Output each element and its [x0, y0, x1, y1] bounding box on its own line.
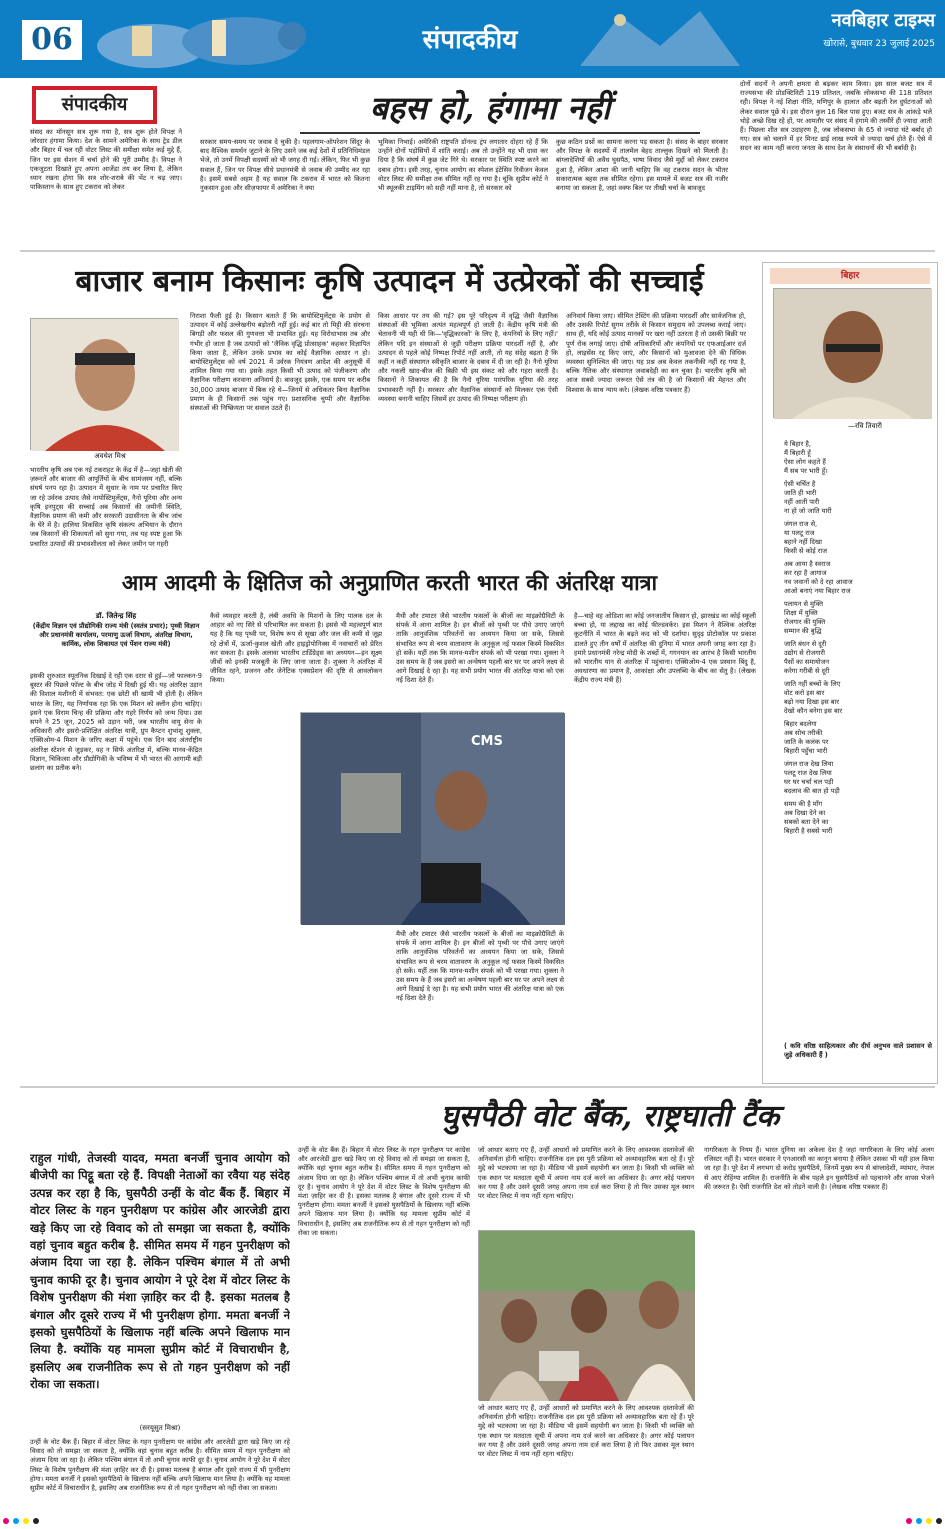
poem-line: मैं बिहारी हूँ	[784, 449, 811, 457]
space-col-4: है—चाहे वह ओडिशा का कोई जनजातीय किसान हो, झारखंड का कोई स्कूली बच्चा हो, या लद्दाख का कोई फील्डवर्कर। इस मिशन ने वैश्विक अंतरिक्ष कूटनीति में भारत के बढ़ते कद को भी दर्शाया। सुदृढ़ प्रोटोकॉल पर प्रकाश डालते हुए तीन वर्षों में अंतरिक्ष की दुनिया में भारत अपनी जगह बना रहा है। हमारे प्रधानमंत्री नरेन्द्र मोदी के शब्दों में, गगनयान का आरंभ है किसी भारतीय को भारतीय यान से अंतरिक्ष में पहुंचाना। एक्सिओम-4 एक प्रस्थान बिंदु है, अवधारणा का प्रमाण है, आकांक्षा और उपलब्धि के बीच का सेतु है। (लेखक केंद्रीय राज्य मंत्री हैं)	[574, 612, 756, 685]
poem-line: कर रहा है आगाज	[784, 569, 827, 577]
space-col-1: इसकी शुरुआत स्पूतनिक दिखाई दे रही एक दरार से हुई—जो फाल्कन-9 बूस्टर की पिछले फॉल्ट के बीच जोड़ में दिखी हुई थी। यह अंतरिक्ष उड़ान की विशाल मशीनरी में संभवत: एक छोटी सी खामी भी होती है। लेकिन भारत के लिए, यह निर्णायक रहा कि एक मिशन को क्लीन होना चाहिए। इसने एक विराम चिन्ह की प्रक्रिया और गहरे निर्णय को जन्म दिया। उस सपने ने 25 जून, 2025 को उड़ान भरी, जब भारतीय वायु सेना के अधिकारी और इसरो-प्रशिक्षित अंतरिक्ष यात्री, ग्रुप कैप्टन शुभांशु शुक्ला, एक्सिओम-4 मिशन के जरिए कक्षा में पहुंचे। एक दिन बाद अंतर्राष्ट्रीय अंतरिक्ष स्टेशन से जुड़कर, वह न सिर्फ अंतरिक्ष में, बल्कि मानव-केंद्रित विज्ञान, चिकित्सा और प्रौद्योगिकी के भविष्य में भी भारत की आगामी बड़ी छलांग का प्रतीक बने।	[30, 672, 202, 773]
editorial-headline-underline	[300, 132, 700, 134]
divider	[20, 250, 935, 252]
poem-line: जाति ही भारी	[784, 489, 817, 497]
poem-line: देखो कौन बनेगा इस बार	[784, 707, 843, 715]
editorial-label: संपादकीय	[32, 86, 157, 124]
astronaut-photo	[300, 712, 564, 924]
voter-queue-photo	[478, 1230, 694, 1400]
poem-line: समय की है माँग	[784, 800, 823, 808]
poem-line: किसी से कोई राज	[784, 547, 827, 555]
editorial-col-5: दोनों सदनों ने अपनी क्षमता से बढ़कर काम किया। इस साल बजट सत्र में राज्यसभा की प्रोडक्टिविटी 119 प्रतिशत, जबकि लोकसभा की 118 प्रतिशत रही। विपक्ष ने नई शिक्षा नीति, मणिपुर के हालात और बढ़ती रेल दुर्घटनाओं को लेकर सवाल पूछे थे। इस दौरान कुल 16 बिल पास हुए। बजट सत्र के आंकड़े भले थोड़े अच्छे दिख रहे हों, पर आमतौर पर संसद में हंगामे की तस्वीरें ही ज्यादा आती हैं। पिछला शीत सत्र उदाहरण है, जब लोकसभा के 65 से ज्यादा घंटे बर्बाद हो गए। सत्र को चलाने में हर मिनट ढाई लाख रुपये से ज्यादा खर्च होते हैं। ऐसे में सदन का काम नहीं करना जनता के साथ देश के संसाधनों की भी बर्बादी है।	[740, 80, 932, 153]
section-title: संपादकीय	[422, 25, 518, 55]
divider	[20, 1086, 935, 1088]
vote-headline: घुसपैठी वोट बैंक, राष्ट्रघाती टैंक	[440, 1099, 780, 1134]
poem-line: पलटू राज देख लिया	[784, 769, 832, 777]
poem-line: ऐसी चर्चित है	[784, 480, 816, 488]
agri-headline: बाजार बनाम किसानः कृषि उत्पादन में उत्प्रेरकों की सच्चाई	[75, 264, 704, 299]
poem-line: बिहारी पहुँचा भारी	[784, 747, 828, 755]
space-col-2: कैसे व्यवहार करती है, लंबी अवधि के मिशनों के लिए पालक दल के आहार को नए सिरे से परिभाषित कर सकता है। इससे भी महत्वपूर्ण बात यह है कि यह पृथ्वी पर, विशेष रूप से सूखा और जल की कमी से जूझ रहे क्षेत्रों में, ऊर्जा-कुशल खेती और हाइड्रोपोनिक्स में नवाचारों को प्रेरित कर सकता है। इसके अलावा भारतीय टार्डिग्रेड्स का अध्ययन—इन सूक्ष्म जीवों को इनकी मजबूती के लिए जाना जाता है। शुक्ला ने अंतरिक्ष में जीवित रहने, प्रजनन और जेनेटिक एक्सप्रेशन की दृष्टि से आवलोकन किया।	[210, 612, 382, 685]
poem-line: जाति नहीं बच्चों के लिए	[784, 680, 841, 688]
agri-col-4: अनिवार्य किया जाए। सीमित टेस्टिंग की प्रक्रिया पारदर्शी और सार्वजनिक हो, और उसकी रिपोर्ट सुगम तरीके से किसान समुदाय को उपलब्ध कराई जाए। साथ ही, यदि कोई उत्पाद मानकों पर खरा नहीं उतरता है तो उसकी बिक्री पर पूर्ण रोक लगाई जाए। दोषी अधिकारियों और कंपनियों पर एफआईआर दर्ज हो, लाइसेंस रद्द किए जाएं, और किसानों को मुआवजा देने की विधिक व्यवस्था सुनिश्चित की जाए। यह प्रश्न अब केवल तकनीकी नहीं रह गया है, बल्कि नैतिक और संस्थागत जवाबदेही का बन चुका है। भारतीय कृषि को आज सबसे ज्यादा जरूरत ऐसे तंत्र की है जो किसानों की मेहनत और विश्वास के साथ न्याय करे। (लेखक वरिष्ठ पत्रकार हैं)	[566, 312, 746, 394]
vote-col-1: उन्हीं के वोट बैंक हैं। बिहार में वोटर लिस्ट के गहन पुनरीक्षण पर कांग्रेस और आरजेडी द्वारा खड़े किए जा रहे विवाद को तो समझा जा सकता है, क्योंकि वहां चुनाव बहुत करीब है। सीमित समय में गहन पुनरीक्षण को अंजाम दिया जा रहा है। लेकिन पश्चिम बंगाल में तो अभी चुनाव काफी दूर है। चुनाव आयोग ने पूरे देश में वोटर लिस्ट के विशेष पुनरीक्षण की मंशा ज़ाहिर कर दी है। इसका मतलब है बंगाल और दूसरे राज्य में भी पुनरीक्षण होगा। ममता बनर्जी ने इसको घुसपैठियों के खिलाफ नहीं बल्कि अपने खिलाफ मान लिया है। क्योंकि यह मामला सुप्रीम कोर्ट में विचाराधीन है, इसलिए अब राजनीतिक रूप से तो गहन पुनरीक्षण को नहीं रोका जा सकता।	[30, 1438, 290, 1493]
poem-line: जाति बंधन से दूरी	[784, 640, 827, 648]
poem-line: रोजगार की युक्ति	[784, 618, 826, 626]
poem-line: बदलाव की बात हो पड़ी	[784, 787, 840, 795]
poem-line: करेगा गरीबी से दूरी	[784, 667, 830, 675]
vote-col-3: जो आधार बताए गए हैं, उन्हीं आधारों को प्रमाणित करने के लिए आवश्यक दस्तावेजों की अनिवार्यता होनी चाहिए। राजनीतिक दल इस पूरी प्रक्रिया को अव्यावहारिक बता रहे हैं। पूरे मुद्दे को भटकाया जा रहा है। मीडिया भी इसमें सहयोगी बन जाता है। किसी भी व्यक्ति को एक स्थान पर मतदाता सूची में अपना नाम दर्ज करने का अधिकार है। अगर कोई पलायन कर गया है और उसने दूसरी जगह अपना नाम दर्ज करा लिया है तो फिर उसका मूल स्थान पर वोटर लिस्ट में नाम नहीं रहना चाहिए।	[478, 1146, 694, 1201]
space-author: डॉ. जितेन्द्र सिंह	[95, 612, 137, 620]
poem-line: सबको बता देने का	[784, 818, 829, 826]
poem-line: जंगल राज से,	[784, 520, 818, 528]
color-registration-strip	[0, 1510, 945, 1518]
poem-line: पैसों का समायोजन	[784, 658, 830, 666]
poem-line: जाति के कलंक पर	[784, 738, 829, 746]
editorial-col-1: संसद का मॉनसून सत्र शुरू गया है, सत्र शुरू होते विपक्ष ने जोरदार हंगामा किया। देश के सामने अमेरिका के साथ ट्रेड डील और बिहार में चल रही वोटर लिस्ट की समीक्षा समेत कई मुद्दे हैं, जिन पर इस सेशन में चर्चा होने की पूरी उम्मीद है। विपक्ष ने एकजुटता दिखाते हुए अपना आजेंडा तय कर लिया है, लेकिन ध्यान रखना होगा कि सत्र शोर-शराबे की भेंट न चढ़ जाए। पाकिस्तान के साथ हुए टकराव को लेकर	[30, 128, 182, 192]
poem-line: शिक्षा में युक्ति	[784, 609, 818, 617]
poem-line: सम्मान की बुद्धि	[784, 627, 822, 635]
agri-col-3: किस आधार पर तय की गई? इस पूरे परिदृश्य में वृद्धि जैसी वैज्ञानिक संस्थाओं की भूमिका अत्यंत महत्वपूर्ण हो जाती है। केंद्रीय कृषि मंत्री की चेतावनी भी यही थी कि—'वृद्धिकारकों' के लिए है, कंपनियों के लिए नहीं।' लेकिन यदि इन संस्थाओं से जुड़ी परीक्षण प्रक्रिया पारदर्शी नहीं है, और उत्पादन से पहले कोई निष्पक्ष रिपोर्ट नहीं आती, तो यह संदेह बढ़ता है कि कहीं न कहीं संस्थागत स्वीकृति बाजार के दबाव में दी जा रही है। नैनो यूरिया और नकली खाद-बीज की बिक्री भी इस संकट को और गहरा करती है। किसानों ने शिकायत की है कि नैनो यूरिया पारंपरिक यूरिया की तरह प्रभावकारी नहीं है। सरकार और वैज्ञानिक संस्थानों को मिलकर एक ऐसी व्यवस्था बनानी चाहिए जिसमें हर उत्पाद की निष्पक्ष परीक्षण हो।	[378, 312, 558, 403]
poem-line: पलायन से मुक्ति	[784, 600, 823, 608]
space-author-desc: (केंद्रीय विज्ञान एवं प्रौद्योगिकी राज्य मंत्री (स्वतंत्र प्रभार); पृथ्वी विज्ञान और प्रधानमंत्री कार्यालय, परमाणु ऊर्जा विभाग, अंतरिक्ष विभाग, कार्मिक, लोक शिकायत एवं पेंशन राज्य मंत्री)	[32, 622, 200, 649]
space-col-3b: मैथी और टमाटर जैसे भारतीय फसलों के बीजों का माइक्रोग्रैविटी के संपर्क में आना शामिल है। इन बीजों को पृथ्वी पर पौधे उगाए जाएंगे ताकि आनुवंशिक परिवर्तनों का अध्ययन किया जा सके, जिससे संभावित रूप से चरम वातावरण के अनुकूल नई फसल किस्में विकसित हो सकें। यहीं तक कि मानव-मशीन संपर्क को भी परखा गया। शुक्ला ने उस समय के हैं जब इसरो का अन्वेषण पहली बार घर पर अपने लक्ष्य से आगे दिखाई दे रहा है। यह सभी प्रयोग भारत की अंतरिक्ष यात्रा को एक नई दिशा देते हैं।	[396, 930, 564, 1003]
poem-line: ये बिहार है,	[784, 440, 811, 448]
poem-body	[784, 440, 932, 980]
poem-line: ऐसा लोग कहते हैं	[784, 458, 826, 466]
agri-author: अवधेश मिश्र	[94, 452, 126, 460]
space-headline: आम आदमी के क्षितिज को अनुप्राणित करती भारत की अंतरिक्ष यात्रा	[121, 571, 658, 596]
poem-line: आओ बनाएं नया बिहार राज	[784, 587, 851, 595]
poet-photo	[773, 288, 931, 418]
vote-col-2: उन्हीं के वोट बैंक हैं। बिहार में वोटर लिस्ट के गहन पुनरीक्षण पर कांग्रेस और आरजेडी द्वारा खड़े किए जा रहे विवाद को तो समझा जा सकता है, क्योंकि वहां चुनाव बहुत करीब है। सीमित समय में गहन पुनरीक्षण को अंजाम दिया जा रहा है। लेकिन पश्चिम बंगाल में तो अभी चुनाव काफी दूर है। चुनाव आयोग ने पूरे देश में वोटर लिस्ट के विशेष पुनरीक्षण की मंशा ज़ाहिर कर दी है। इसका मतलब है बंगाल और दूसरे राज्य में भी पुनरीक्षण होगा। ममता बनर्जी ने इसको घुसपैठियों के खिलाफ नहीं बल्कि अपने खिलाफ मान लिया है। क्योंकि यह मामला सुप्रीम कोर्ट में विचाराधीन है, इसलिए अब राजनीतिक रूप से तो गहन पुनरीक्षण को नहीं रोका जा सकता।	[298, 1146, 470, 1237]
poem-line: या पलटू राज	[784, 529, 815, 537]
author-photo-agri	[30, 318, 178, 450]
poem-line: नव जवानों को दे रहा आवाज	[784, 578, 853, 586]
poem-line: बहाने नहीं दिखा	[784, 538, 823, 546]
poem-line: अब सोच तरीकी	[784, 729, 823, 737]
poem-line: मैं सब पर भारी हूँ।	[784, 467, 828, 475]
poem-line: उद्योग से रोजगारी	[784, 649, 825, 657]
paper-name: नवबिहार टाइम्स	[831, 10, 935, 31]
editorial-col-4: कुछ कठिन प्रश्नों का सामना करना पड़ सकता है। संसद के बाहर सरकार और विपक्ष के सदस्यों में तालमेल बेहद ताल्लुक दिखने को मिलती है। बांग्लादेशियों की अवैध घुसपैठ, भाषा विवाद जैसे मुद्दों को लेकर टकराव हुआ है, लेकिन आशा की जानी चाहिए कि वह टकराव सदन के भीतर सकारात्मक बहस तक सीमित रहेगा। इस मामले में बजट सत्र की नजीर बनाया जा सकता है, जहां वक्फ बिल पर तीखी चर्चा के बावजूद	[556, 138, 728, 193]
poem-credit: —रवि तिवारी	[848, 422, 882, 430]
masthead-art	[92, 6, 332, 72]
date-line: खोरासे, बुधवार 23 जुलाई 2025	[823, 39, 935, 49]
poem-line: अब दिखा देने का	[784, 809, 826, 817]
poem-footer: ( कवि वरिष्ठ साहित्यकार और दीर्घ अनुभव वाले प्रशासन से जुड़े अधिकारी हैं )	[784, 1042, 932, 1060]
vote-author: (सरयूसुत मिश्रा)	[139, 1424, 181, 1432]
sidebar-label: बिहार	[770, 268, 930, 284]
space-col-3: मैथी और टमाटर जैसे भारतीय फसलों के बीजों का माइक्रोग्रैविटी के संपर्क में आना शामिल है। इन बीजों को पृथ्वी पर पौधे उगाए जाएंगे ताकि आनुवंशिक परिवर्तनों का अध्ययन किया जा सके, जिससे संभावित रूप से चरम वातावरण के अनुकूल नई फसल किस्में विकसित हो सकें। यहीं तक कि मानव-मशीन संपर्क को भी परखा गया। शुक्ला ने उस समय के हैं जब इसरो का अन्वेषण पहली बार घर पर अपने लक्ष्य से आगे दिखाई दे रहा है। यह सभी प्रयोग भारत की अंतरिक्ष यात्रा को एक नई दिशा देते हैं।	[396, 612, 564, 685]
poem-line: वोट करो इस बार	[784, 689, 825, 697]
page-number: 06	[22, 20, 82, 60]
agri-col-1: भारतीय कृषि अब एक नई टकराहट के केंद्र में है—जहां खेती की ज़रूरतें और बाजार की आपूर्तियों के बीच सामंजस्य नहीं, बल्कि संघर्ष पनप रहा है। उत्पादन में सुधार के नाम पर प्रचारित किए जा रहे उर्वरक उत्पाद जैसे नायोस्टिमुलेंट्स, नैनो यूरिया और अन्य कृषि इनपुट्स की सच्चाई अब किसानों की जमीनी स्थिति, वैज्ञानिक प्रमाण की कमी और सरकारी उदासीनता के बीच जांच के घेरे में है। हालिया विकसित कृषि संकल्प अभियान के दौरान जब किसानों की शिकायतों को सुना गया, तब यह स्पष्ट हुआ कि प्रचारित उत्पादों की प्रभावशीलता को लेकर जमीन पर गहरी	[30, 466, 182, 548]
poem-line: जंगल राज देख लिया	[784, 760, 834, 768]
vote-col-4: नागरिकता के नियम हैं। भारत दुनिया का अकेला देश है जहां नागरिकता के लिए कोई अलग रजिस्टर नहीं है। भारत सरकार ने एनआरसी का कानून बनाया है लेकिन उसका भी यही हाल किया जा रहा है। पूरे देश में लगभग दो करोड़ घुसपैठिये, जिनमें मुख्य रूप से बांग्लादेशी, म्यांमार, नेपाल से आए रोहिंग्या शामिल हैं। राजनीति के बीच पहले इन घुसपैठियों को पहचानने और वापस भेजने की जरूरत है। ऐसी राजनीति देश को तोड़ने वाली है। (लेखक वरिष्ठ पत्रकार हैं)	[704, 1146, 934, 1191]
poem-line: घर घर चर्चा चल पड़ी	[784, 778, 834, 786]
poem-line: बिहार बदलेगा	[784, 720, 817, 728]
vote-pull-quote: राहुल गांधी, तेजस्वी यादव, ममता बनर्जी चुनाव आयोग को बीजेपी का पिट्ठू बता रहे हैं. विपक्षी नेताओं का रवैया यह संदेह उत्पन्न कर रहा है कि, घुसपैठी उन्हीं के वोट बैंक हैं. बिहार में वोटर लिस्ट के गहन पुनरीक्षण पर कांग्रेस और आरजेडी द्वारा खड़े किए जा रहे विवाद को तो समझा जा सकता है, क्योंकि वहां चुनाव बहुत करीब है. सीमित समय में गहन पुनरीक्षण को अंजाम दिया जा रहा है. लेकिन पश्चिम बंगाल में तो अभी चुनाव काफी दूर है। चुनाव आयोग ने पूरे देश में वोटर लिस्ट के विशेष पुनरीक्षण की मंशा ज़ाहिर कर दी है. इसका मतलब है बंगाल और दूसरे राज्य में भी पुनरीक्षण होगा. ममता बनर्जी ने इसको घुसपैठियों के खिलाफ नहीं बल्कि अपने खिलाफ मान लिया है. क्योंकि यह मामला सुप्रीम कोर्ट में विचाराधीन है, इसलिए अब राजनीतिक रूप से तो गहन पुनरीक्षण को नहीं रोका जा सकता।	[30, 1151, 290, 1392]
photo-caption-cms: CMS	[471, 734, 503, 749]
poem-line: अब आया है स्वराज	[784, 560, 831, 568]
editorial-headline: बहस हो, हंगामा नहीं	[369, 89, 611, 127]
editorial-col-3: भूमिका निभाई। अमेरिकी राष्ट्रपति डॉनल्ड ट्रंप लगातार दोहरा रहे हैं कि उन्होंने दोनों पड़ोसियों में शांति कराई। अब तो उन्होंने यह भी दावा कर दिया है कि संघर्ष में कुछ जेट गिरे थे। सरकार पर स्थिति स्पष्ट करने का दबाव होगा। इसी तरह, चुनाव आयोग का स्पेशल इंटेसिव रिवीजन केवल वोटर लिस्ट की समीक्षा तक सीमित नहीं रह गया है। चूंकि सुप्रीम कोर्ट ने भी स्थूलकी टाइमिंग को सही नहीं माना है, तो सरकार को	[378, 138, 548, 193]
vote-col-3b: जो आधार बताए गए हैं, उन्हीं आधारों को प्रमाणित करने के लिए आवश्यक दस्तावेजों की अनिवार्यता होनी चाहिए। राजनीतिक दल इस पूरी प्रक्रिया को अव्यावहारिक बता रहे हैं। पूरे मुद्दे को भटकाया जा रहा है। मीडिया भी इसमें सहयोगी बन जाता है। किसी भी व्यक्ति को एक स्थान पर मतदाता सूची में अपना नाम दर्ज करने का अधिकार है। अगर कोई पलायन कर गया है और उसने दूसरी जगह अपना नाम दर्ज करा लिया है तो फिर उसका मूल स्थान पर वोटर लिस्ट में नाम नहीं रहना चाहिए।	[478, 1404, 694, 1459]
poem-line: बिहारी है सबसे भारी	[784, 827, 833, 835]
poem-line: बढ़ो नया दिखा इस बार	[784, 698, 839, 706]
poem-line: नहीं आती पारी	[784, 498, 820, 506]
agri-col-2: निराशा फैली हुई है। किसान बताते हैं कि बायोस्टिमुलेंट्स के प्रयोग से उत्पादन में कोई उल्लेखनीय बढ़ोतरी नहीं हुई। कई बार तो मिट्टी की संरचना बिगड़ी और फसल की गुणवत्ता भी प्रभावित हुई। यह विरोधाभास तब और गंभीर हो जाता है जब उत्पादों को 'जैविक वृद्धि प्रोत्साहक' कहकर विज्ञापित किया जाता है, लेकिन उनके प्रभाव का कोई वैज्ञानिक आधार न हो। बायोस्टिमुलेंट्स को वर्ष 2021 में उर्वरक नियंत्रण आदेश की अनुसूची में शामिल किया गया था। इसके तहत किसी भी उत्पाद को पंजीकरण और वैज्ञानिक परीक्षण करवाना अनिवार्य है। बावजूद इसके, एक समय पर करीब 30,000 उत्पाद बाजार में बिक रहे थे—जिनमें से अधिकतर बिना वैज्ञानिक प्रमाण के ही किसानों तक पहुंच गए। प्रशासनिक चुप्पी और वैज्ञानिक संस्थाओं की निष्क्रियता पर सवाल उठते हैं।	[190, 312, 370, 413]
poem-line: ना हो जो जाति यारी	[784, 507, 832, 515]
editorial-col-2: सरकार समय-समय पर जवाब दे चुकी है। पहलगाम-ऑपरेशन सिंदूर के बाद वैश्विक समर्थन जुटाने के लिए उसने जब कई देशों में प्रतिनिधिमंडल भेजे, तो उनमें विपक्षी सदस्यों को भी जगह दी गई। लेकिन, फिर भी कुछ सवाल हैं, जिन पर विपक्ष सीधे प्रधानमंत्री से जवाब की उम्मीद कर रहा है। इसमें सबसे अहम है यह सवाल कि टकराव में भारत को कितना नुकसान हुआ और सीज़फायर में अमेरिका ने क्या	[200, 138, 370, 193]
